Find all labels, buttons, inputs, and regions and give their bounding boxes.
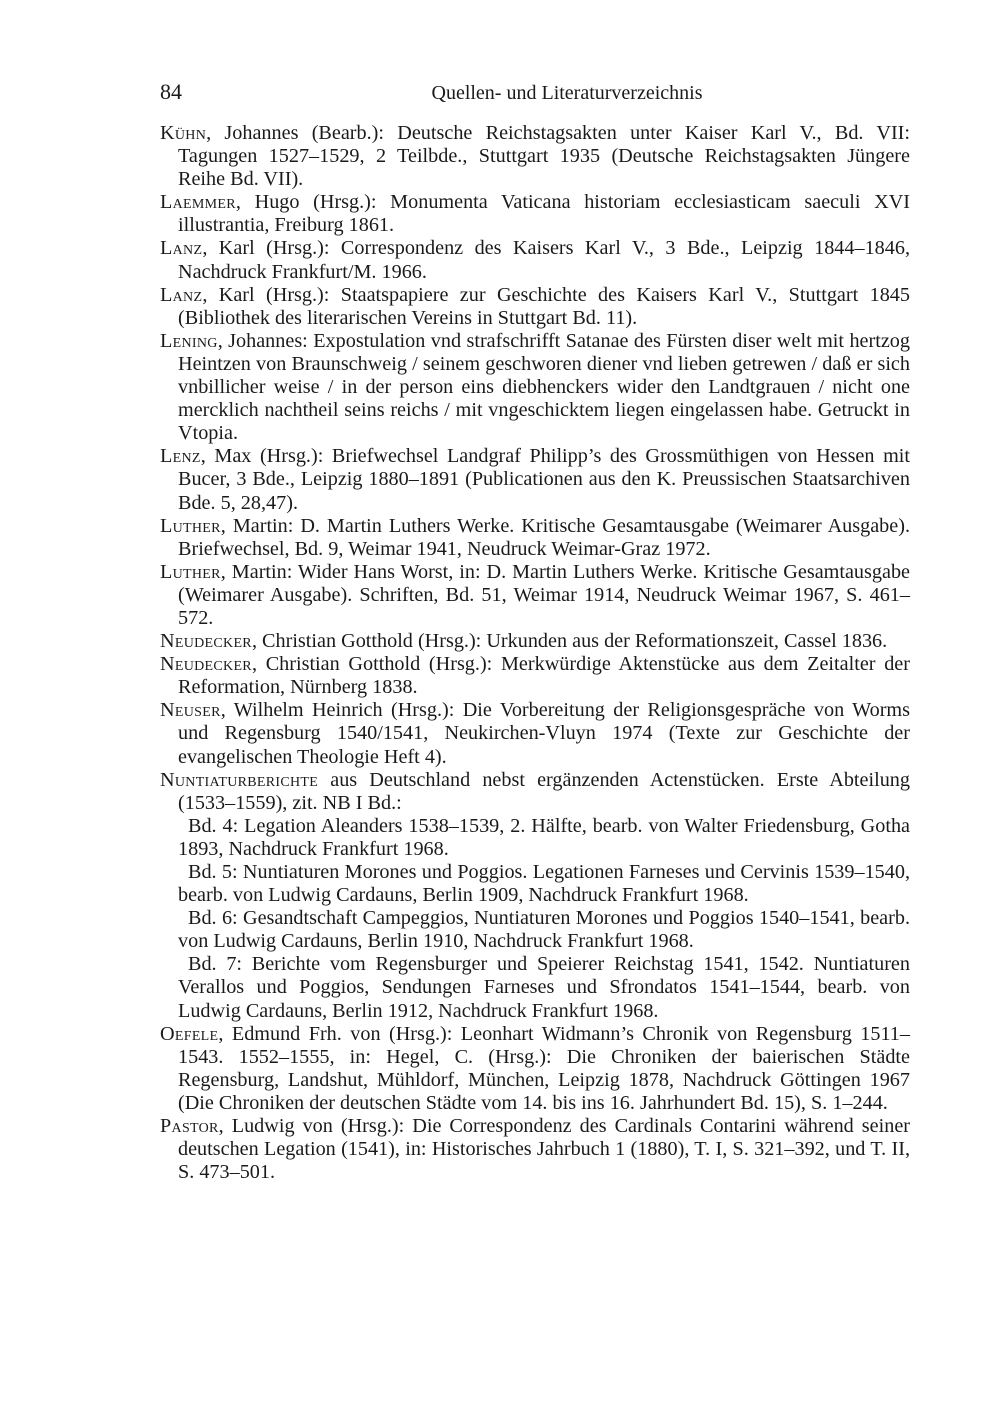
entry-author: Lanz (160, 283, 203, 306)
entry-author: Neudecker (160, 630, 252, 653)
volume-entry: Bd. 4: Legation Aleanders 1538–1539, 2. Hälfte, bearb. von Walter Friedensburg, Gotha 1893, Nachdruck Frankfurt 1968. (178, 814, 910, 860)
entry-author: Neudecker (160, 653, 252, 676)
bibliography-entry (160, 330, 910, 445)
entry-author: Lenz (160, 445, 201, 468)
entry-text: , Ludwig von (Hrsg.): Die Correspondenz des Cardinals Contarini während seiner deutschen Legation (1541), in: Historisches Jahrbuch 1 (1880), T. I, S. 321–392, und T. II, S. 473–501. (178, 1115, 910, 1184)
bibliography-entry (160, 1115, 910, 1184)
page (160, 78, 910, 1184)
entry-text: , Johannes: Expostulation vnd strafschrifft Satanae des Fürsten diser welt mit hertzog Heintzen von Braunschweig / seinem geschworen diener vnd lieben getrewen / daß er sich vnbillicher weise / in der person eins diebhenckers wider den Landtgrauen / nicht one mercklich nachtheil seins reichs / mit vngeschicktem liegen eingelassen habe. Getruckt in Vtopia. (178, 329, 910, 445)
bibliography-entry (160, 284, 910, 330)
volume-entry: Bd. 5: Nuntiaturen Morones und Poggios. Legationen Farneses und Cervinis 1539–1540, bearb. von Ludwig Cardauns, Berlin 1909, Nachdruck Frankfurt 1968. (178, 861, 910, 907)
entry-text: , Martin: Wider Hans Worst, in: D. Martin Luthers Werke. Kritische Gesamtausgabe (Weimarer Ausgabe). Schriften, Bd. 51, Weimar 1914, Neudruck Weimar 1967, S. 461–572. (178, 560, 910, 629)
entry-author: Laemmer (160, 191, 236, 214)
entry-text: , Hugo (Hrsg.): Monumenta Vaticana historiam ecclesiasticam saeculi XVI illustrantia, Freiburg 1861. (178, 191, 910, 237)
entry-author: Kühn (160, 122, 207, 144)
bibliography-entry (160, 191, 910, 237)
entry-text: , Max (Hrsg.): Briefwechsel Landgraf Philipp’s des Grossmüthigen von Hessen mit Bucer, 3 Bde., Leipzig 1880–1891 (Publicationen aus den K. Preussischen Staatsarchiven Bde. 5, 28,47). (178, 445, 910, 514)
page-header (160, 78, 910, 108)
entry-author: Neuser (160, 699, 221, 722)
bibliography-entry (160, 699, 910, 768)
bibliography-entry (160, 561, 910, 630)
entry-text: , Wilhelm Heinrich (Hrsg.): Die Vorbereitung der Religionsgespräche von Worms und Regensburg 1540/1541, Neukirchen-Vluyn 1974 (Texte zur Geschichte der evangelischen Theologie Heft 4). (178, 699, 910, 768)
entry-author: Oefele (160, 1022, 219, 1045)
entry-text: , Christian Gotthold (Hrsg.): Urkunden aus der Reformationszeit, Cassel 1836. (251, 630, 888, 653)
entry-author: Nuntiaturberichte (160, 768, 319, 791)
entry-text: , Karl (Hrsg.): Staatspapiere zur Geschichte des Kaisers Karl V., Stuttgart 1845 (Bibliothek des literarischen Vereins in Stuttgart Bd. 11). (178, 283, 910, 329)
bibliography-entry (160, 653, 910, 699)
volume-entry: Bd. 6: Gesandtschaft Campeggios, Nuntiaturen Morones und Poggios 1540–1541, bearb. von Ludwig Cardauns, Berlin 1910, Nachdruck Frankfurt 1968. (178, 907, 910, 953)
running-title: Quellen- und Literaturverzeichnis (431, 82, 703, 104)
entry-text: , Edmund Frh. von (Hrsg.): Leonhart Widmann’s Chronik von Regensburg 1511–1543. 1552–1555, in: Hegel, C. (Hrsg.): Die Chroniken der baierischen Städte Regensburg, Landshut, Mühldorf, München, Leipzig 1878, Nachdruck Göttingen 1967 (Die Chroniken der deutschen Städte vom 14. bis ins 16. Jahrhundert Bd. 15), S. 1–244. (178, 1022, 910, 1114)
page-number: 84 (160, 79, 182, 104)
bibliography-entry (160, 515, 910, 561)
bibliography-entry (160, 630, 910, 653)
entry-author: Lening (160, 329, 218, 352)
entry-author: Pastor (160, 1115, 219, 1138)
bibliography-entry (160, 122, 910, 191)
bibliography-entry (160, 1023, 910, 1115)
bibliography-entry (160, 237, 910, 283)
entry-text: aus Deutschland nebst ergänzenden Actenstücken. Erste Abteilung (1533–1559), zit. NB I Bd.: (178, 768, 910, 814)
volume-entry: Bd. 7: Berichte vom Regensburger und Speierer Reichstag 1541, 1542. Nuntiaturen Verallos und Poggios, Sendungen Farneses und Sfrondatos 1541–1544, bearb. von Ludwig Cardauns, Berlin 1912, Nachdruck Frankfurt 1968. (178, 953, 910, 1022)
entry-text: , Martin: D. Martin Luthers Werke. Kritische Gesamtausgabe (Weimarer Ausgabe). Briefwechsel, Bd. 9, Weimar 1941, Neudruck Weimar-Graz 1972. (178, 514, 910, 560)
bibliography-entry (160, 769, 910, 815)
bibliography-entry (160, 445, 910, 514)
entry-author: Luther (160, 560, 221, 583)
bibliography-list (160, 122, 910, 1184)
entry-text: , Christian Gotthold (Hrsg.): Merkwürdige Aktenstücke aus dem Zeitalter der Reformation, Nürnberg 1838. (178, 653, 910, 699)
entry-author: Lanz (160, 237, 203, 260)
entry-text: , Johannes (Bearb.): Deutsche Reichstagsakten unter Kaiser Karl V., Bd. VII: Tagungen 1527–1529, 2 Teilbde., Stuttgart 1935 (Deutsche Reichstagsakten Jüngere Reihe Bd. VII). (178, 122, 910, 191)
entry-author: Luther (160, 514, 221, 537)
entry-text: , Karl (Hrsg.): Correspondenz des Kaisers Karl V., 3 Bde., Leipzig 1844–1846, Nachdruck Frankfurt/M. 1966. (178, 237, 910, 283)
